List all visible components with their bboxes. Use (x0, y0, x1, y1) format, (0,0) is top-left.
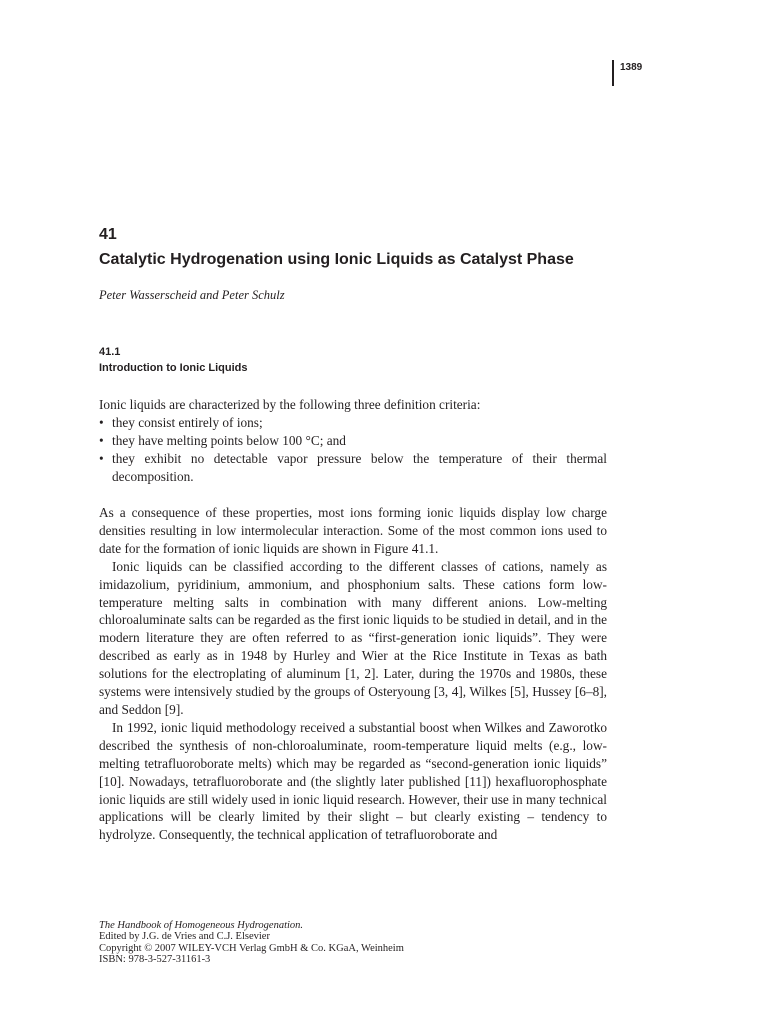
bullet-icon: • (99, 450, 104, 466)
criteria-text: they consist entirely of ions; (112, 414, 263, 430)
chapter-title: Catalytic Hydrogenation using Ionic Liquids as Catalyst Phase (99, 251, 574, 268)
section-number: 41.1 (99, 346, 121, 358)
criteria-text: they exhibit no detectable vapor pressure below the temperature of their thermal decomposition. (112, 450, 607, 484)
page-number-marker (612, 60, 642, 86)
section-title: Introduction to Ionic Liquids (99, 362, 248, 374)
criteria-text: they have melting points below 100 °C; and (112, 432, 346, 448)
body-paragraph: In 1992, ionic liquid methodology received a substantial boost when Wilkes and Zaworotko described the synthesis of non-chloroaluminate, room-temperature liquid melts (e.g., low-melting tetrafluoroborate melts) which may be regarded as “second-generation ionic liquids” [10]. Nowadays, tetrafluoroborate and (the slightly later published [11]) hexafluorophosphate ionic liquids are still widely used in ionic liquid research. However, their use in many technical applications will be clearly limited by their slight – but clearly existing – tendency to hydrolyze. Consequently, the technical application of tetrafluoroborate and (99, 719, 607, 843)
body-paragraph: Ionic liquids can be classified according to the different classes of cations, namely as imidazolium, pyridinium, ammonium, and phosphonium salts. These cations form low-temperature melting salts in combination with many different anions. Low-melting chloroaluminate salts can be regarded as the first ionic liquids to be studied in detail, and in the modern literature they are often referred to as “first-generation ionic liquids”. They were described as early as in 1948 by Hurley and Wier at the Rice Institute in Texas as bath solutions for the electroplating of aluminum [1, 2]. Later, during the 1970s and 1980s, these systems were intensively studied by the groups of Osteryoung [3, 4], Wilkes [5], Hussey [6–8], and Seddon [9]. (99, 558, 607, 717)
copyright-footer (99, 920, 607, 966)
book-title: The Handbook of Homogeneous Hydrogenation. (99, 920, 304, 931)
definition-criteria (99, 396, 607, 486)
copyright-line: Copyright © 2007 WILEY-VCH Verlag GmbH & Co. KGaA, Weinheim (99, 942, 404, 954)
chapter-number: 41 (99, 226, 117, 243)
page-number: 1389 (620, 62, 643, 73)
body-text (99, 504, 607, 844)
criteria-list (99, 414, 607, 486)
bullet-icon: • (99, 432, 104, 448)
criteria-item (99, 432, 607, 450)
bullet-icon: • (99, 414, 104, 430)
criteria-item (99, 414, 607, 432)
editors-line: Edited by J.G. de Vries and C.J. Elsevier (99, 931, 270, 943)
body-paragraph: As a consequence of these properties, most ions forming ionic liquids display low charge densities resulting in low intermolecular interaction. Some of the most common ions used to date for the formation of ionic liquids are shown in Figure 41.1. (99, 505, 607, 556)
isbn-line: ISBN: 978-3-527-31161-3 (99, 954, 211, 966)
chapter-authors: Peter Wasserscheid and Peter Schulz (99, 288, 285, 302)
criteria-intro: Ionic liquids are characterized by the following three definition criteria: (99, 397, 481, 412)
criteria-item (99, 450, 607, 486)
